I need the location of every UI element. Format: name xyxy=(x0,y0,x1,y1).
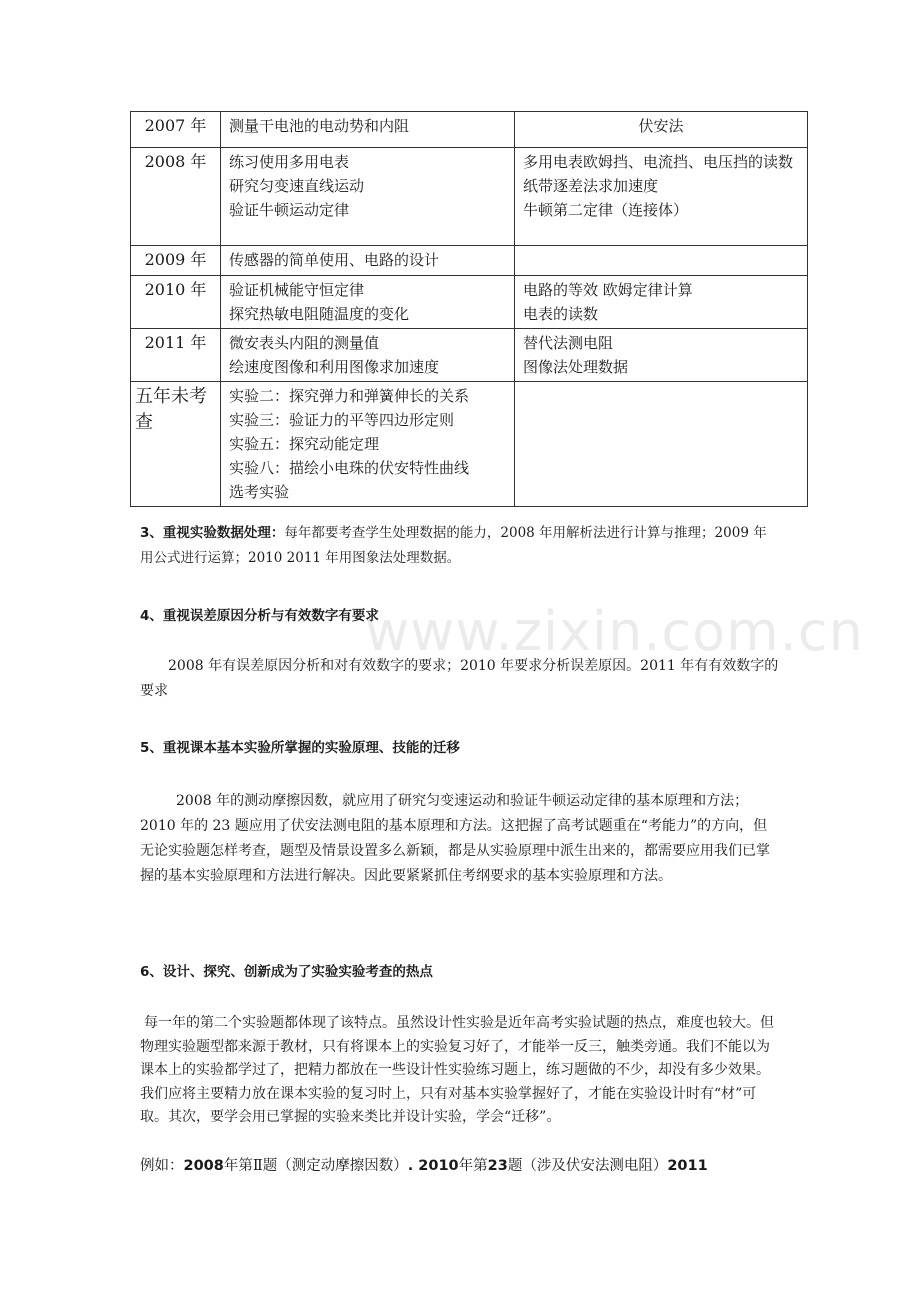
experiment-item: 验证机械能守恒定律 xyxy=(229,281,365,299)
point-item: 电路的等效 欧姆定律计算 xyxy=(523,281,693,299)
section-heading: 6、设计、探究、创新成为了实验实验考查的热点 xyxy=(140,964,433,980)
experiment-item: 实验五：探究动能定理 xyxy=(229,435,380,453)
experiments-cell xyxy=(221,382,515,507)
year-number: 2011 xyxy=(667,1158,708,1174)
section-heading: 3、重视实验数据处理： xyxy=(140,525,285,541)
year-cell: 2008 年 xyxy=(131,148,221,246)
experiment-item: 验证牛顿运动定律 xyxy=(229,201,350,219)
point-item: 电表的读数 xyxy=(523,305,599,323)
experiments-cell xyxy=(221,112,515,148)
table-row xyxy=(131,246,808,276)
example-prefix: 例如： xyxy=(140,1158,184,1174)
example-text: 年第 xyxy=(458,1158,488,1174)
experiment-item: 实验八：描绘小电珠的伏安特性曲线 xyxy=(229,459,470,477)
experiments-cell xyxy=(221,276,515,329)
points-cell xyxy=(515,246,808,276)
experiments-cell xyxy=(221,246,515,276)
section-body: 每年都要考查学生处理数据的能力，2008 年用解析法进行计算与推理；2009 年用公式进行运算；2010 2011 年用图象法处理数据。 xyxy=(140,525,767,566)
section-body: 每一年的第二个实验题都体现了该特点。虽然设计性实验是近年高考实验试题的热点，难度也较大。但物理实验题型都来源于教材，只有将课本上的实验复习好了，才能举一反三，触类旁通。我们不能以为课本上的实验都学过了，把精力都放在一些设计性实验练习题上，练习题做的不少，却没有多少效果。我们应将主要精力放在课本实验的复习时上，只有对基本实验掌握好了，才能在实验设计时有“材”可取。其次，要学会用已掌握的实验来类比并设计实验，学会“迁移”。 xyxy=(140,1015,774,1125)
section-heading: 4、重视误差原因分析与有效数字有要求 xyxy=(140,608,379,624)
points-cell xyxy=(515,112,808,148)
experiment-item: 探究热敏电阻随温度的变化 xyxy=(229,305,410,323)
experiment-item: 微安表头内阻的测量值 xyxy=(229,334,380,352)
point-item: 牛顿第二定律（连接体） xyxy=(523,201,689,219)
separator: . xyxy=(407,1158,419,1174)
section-3 xyxy=(140,521,780,571)
point-item: 多用电表欧姆挡、电流挡、电压挡的读数 xyxy=(523,153,794,171)
section-body: 2008 年的测动摩擦因数，就应用了研究匀变速运动和验证牛顿运动定律的基本原理和方法；2010 年的 23 题应用了伏安法测电阻的基本原理和方法。这把握了高考试题重在“考能力”的方向，但无论实验题怎样考查，题型及情景设置多么新颖，都是从实验原理中派生出来的，都需要应用我们已掌握的基本实验原理和方法进行解决。因此要紧紧抓住考纲要求的基本实验原理和方法。 xyxy=(140,793,770,884)
section-body: 2008 年有误差原因分析和对有效数字的要求；2010 年要求分析误差原因。2011 年有有效数字的要求 xyxy=(140,658,779,699)
points-cell xyxy=(515,382,808,507)
table-row xyxy=(131,382,808,507)
point-item: 替代法测电阻 xyxy=(523,334,614,352)
point-item: 纸带逐差法求加速度 xyxy=(523,177,659,195)
experiment-item: 绘速度图像和利用图像求加速度 xyxy=(229,358,440,376)
exam-experiment-table xyxy=(130,111,808,507)
point-item: 伏安法 xyxy=(638,117,684,135)
experiment-item: 实验二：探究弹力和弹簧伸长的关系 xyxy=(229,387,470,405)
table-row xyxy=(131,276,808,329)
watermark: www.zixin.com.cn xyxy=(365,600,864,663)
point-item: 图像法处理数据 xyxy=(523,358,629,376)
year-cell: 五年未考查 xyxy=(131,382,221,507)
year-cell: 2010 年 xyxy=(131,276,221,329)
question-number: 23 xyxy=(487,1158,508,1174)
section-heading: 5、重视课本基本实验所掌握的实验原理、技能的迁移 xyxy=(140,740,460,756)
points-cell xyxy=(515,276,808,329)
experiments-cell xyxy=(221,148,515,246)
experiment-item: 研究匀变速直线运动 xyxy=(229,177,365,195)
experiment-item: 测量干电池的电动势和内阻 xyxy=(229,117,410,135)
table-row xyxy=(131,112,808,148)
table-row xyxy=(131,148,808,246)
points-cell xyxy=(515,329,808,382)
experiment-item: 传感器的简单使用、电路的设计 xyxy=(229,251,440,269)
points-cell xyxy=(515,148,808,246)
year-cell: 2011 年 xyxy=(131,329,221,382)
experiment-item: 实验三：验证力的平等四边形定则 xyxy=(229,411,455,429)
year-cell: 2009 年 xyxy=(131,246,221,276)
year-number: 2008 xyxy=(183,1158,224,1174)
experiments-cell xyxy=(221,329,515,382)
example-text: 年第Ⅱ题（测定动摩擦因数） xyxy=(223,1158,408,1174)
year-number: 2010 xyxy=(418,1158,459,1174)
example-line xyxy=(140,1153,800,1179)
experiment-item: 练习使用多用电表 xyxy=(229,153,350,171)
table-row xyxy=(131,329,808,382)
example-text: 题（涉及伏安法测电阻） xyxy=(507,1158,668,1174)
experiment-item: 选考实验 xyxy=(229,483,290,501)
year-cell: 2007 年 xyxy=(131,112,221,148)
